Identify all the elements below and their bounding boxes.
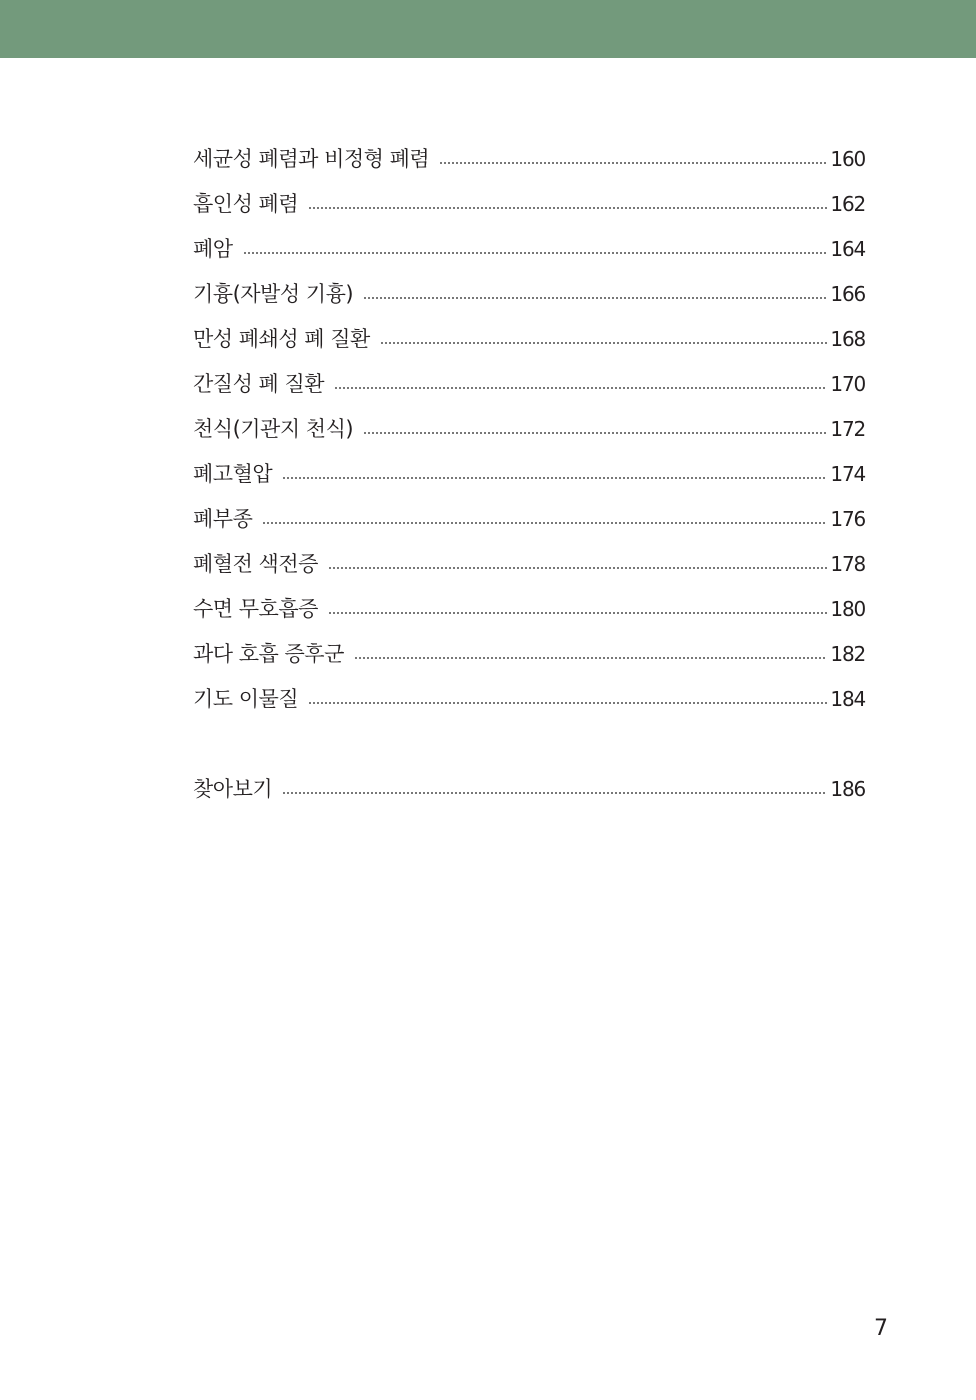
toc-entry-page: 170 bbox=[830, 372, 865, 396]
toc-entry[interactable] bbox=[193, 227, 865, 272]
toc-entry-page: 178 bbox=[830, 552, 865, 576]
dot-leader bbox=[334, 387, 827, 389]
dot-leader bbox=[308, 702, 827, 704]
toc-entry-page: 176 bbox=[830, 507, 865, 531]
dot-leader bbox=[262, 522, 827, 524]
dot-leader bbox=[282, 477, 827, 479]
toc-entry[interactable] bbox=[193, 587, 865, 632]
toc-entry[interactable] bbox=[193, 632, 865, 677]
toc-entry-title: 간질성 폐 질환 bbox=[193, 372, 325, 396]
toc-entry-page: 166 bbox=[830, 282, 865, 306]
dot-leader bbox=[380, 342, 828, 344]
toc-entry-title: 기도 이물질 bbox=[193, 687, 299, 711]
dot-leader bbox=[439, 162, 827, 164]
toc-entry-title: 폐부종 bbox=[193, 507, 253, 531]
toc-entry[interactable] bbox=[193, 452, 865, 497]
toc-entry[interactable] bbox=[193, 317, 865, 362]
toc-entry-title: 기흉(자발성 기흉) bbox=[193, 282, 354, 306]
toc-entry[interactable] bbox=[193, 497, 865, 542]
table-of-contents bbox=[193, 137, 865, 812]
toc-entry-title: 만성 폐쇄성 폐 질환 bbox=[193, 327, 370, 351]
dot-leader bbox=[243, 252, 828, 254]
toc-entry-page: 160 bbox=[830, 147, 865, 171]
toc-entry-page: 164 bbox=[830, 237, 865, 261]
dot-leader bbox=[328, 612, 828, 614]
toc-entry[interactable] bbox=[193, 677, 865, 722]
toc-entry-page: 174 bbox=[830, 462, 865, 486]
toc-entry-title: 수면 무호흡증 bbox=[193, 597, 318, 621]
toc-entry-page: 162 bbox=[830, 192, 865, 216]
toc-entry-title: 폐혈전 색전증 bbox=[193, 552, 318, 576]
toc-entry-index[interactable] bbox=[193, 767, 865, 812]
toc-entry-title: 세균성 폐렴과 비정형 폐렴 bbox=[193, 147, 430, 171]
toc-entry-page: 168 bbox=[830, 327, 865, 351]
toc-entry-page: 186 bbox=[830, 777, 865, 801]
toc-entry-page: 180 bbox=[830, 597, 865, 621]
dot-leader bbox=[363, 432, 827, 434]
toc-entry-title: 천식(기관지 천식) bbox=[193, 417, 354, 441]
toc-entry-page: 184 bbox=[830, 687, 865, 711]
toc-entry-title: 폐암 bbox=[193, 237, 233, 261]
toc-entry-title: 흡인성 폐렴 bbox=[193, 192, 299, 216]
dot-leader bbox=[328, 567, 828, 569]
toc-entry[interactable] bbox=[193, 362, 865, 407]
dot-leader bbox=[354, 657, 828, 659]
dot-leader bbox=[308, 207, 827, 209]
toc-entry[interactable] bbox=[193, 407, 865, 452]
toc-entry[interactable] bbox=[193, 272, 865, 317]
header-color-band bbox=[0, 0, 976, 58]
dot-leader bbox=[282, 792, 827, 794]
toc-entry-page: 182 bbox=[830, 642, 865, 666]
toc-entry-title: 찾아보기 bbox=[193, 777, 273, 801]
toc-entry[interactable] bbox=[193, 542, 865, 587]
page-number: 7 bbox=[874, 1316, 888, 1341]
toc-entry-title: 폐고혈압 bbox=[193, 462, 273, 486]
toc-entry-title: 과다 호흡 증후군 bbox=[193, 642, 344, 666]
toc-entry-page: 172 bbox=[830, 417, 865, 441]
dot-leader bbox=[363, 297, 827, 299]
toc-entry[interactable] bbox=[193, 182, 865, 227]
toc-entry[interactable] bbox=[193, 137, 865, 182]
